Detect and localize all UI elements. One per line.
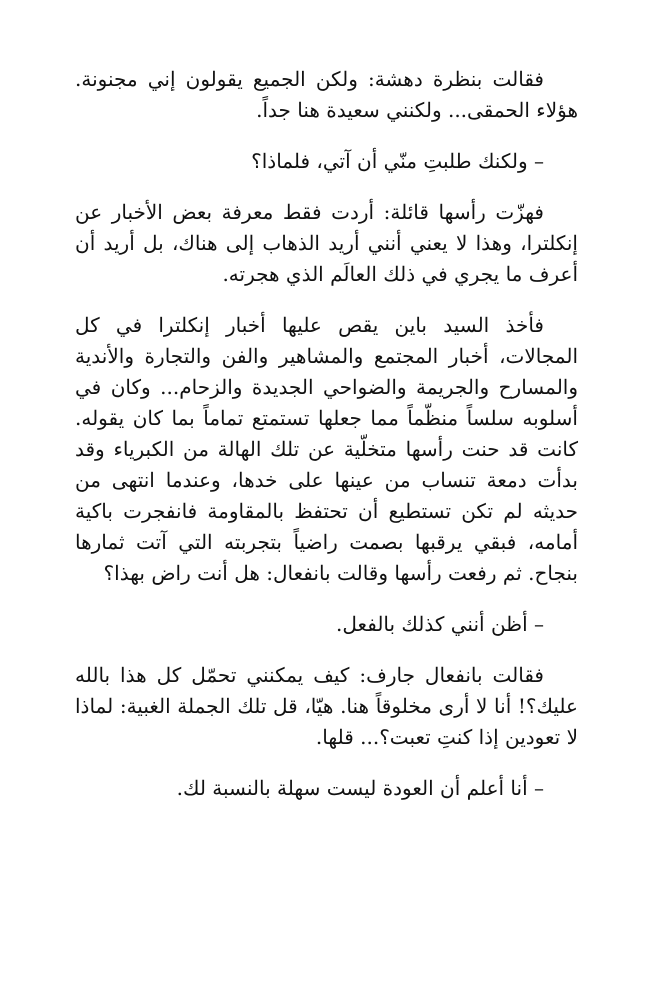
dialogue-line-2: – أظن أنني كذلك بالفعل. xyxy=(336,612,544,636)
dialogue-line-3: – أنا أعلم أن العودة ليست سهلة بالنسبة لك. xyxy=(176,776,544,800)
paragraph-1: فقالت بنظرة دهشة: ولكن الجميع يقولون إني مجنونة. هؤلاء الحمقى... ولكنني سعيدة هنا جداً. xyxy=(75,67,578,122)
book-page-text xyxy=(75,64,578,804)
paragraph-4: فقالت بانفعال جارف: كيف يمكنني تحمّل كل هذا بالله عليك؟! أنا لا أرى مخلوقاً هنا. هيّا، قل تلك الجملة الغبية: لماذا لا تعودين إذا كنتِ تعبت؟... قلها. xyxy=(75,663,578,749)
paragraph-3: فأخذ السيد باين يقص عليها أخبار إنكلترا في كل المجالات، أخبار المجتمع والمشاهير والفن والتجارة والأندية والمسارح والجريمة والضواحي الجديدة والزحام... وكان في أسلوبه سلساً منظّماً مما جعلها تستمتع تماماً بما كان يقوله. كانت قد حنت رأسها متخلّية عن تلك الهالة من الكبرياء وقد بدأت دمعة تنساب من عينها على خدها، وعندما انتهى من حديثه لم تكن تستطيع أن تحتفظ بالمقاومة فانفجرت باكية أمامه، فبقي يرقبها بصمت راضياً بتجربته التي آتت ثمارها بنجاح. ثم رفعت رأسها وقالت بانفعال: هل أنت راض بهذا؟ xyxy=(75,313,578,585)
paragraph-2: فهزّت رأسها قائلة: أردت فقط معرفة بعض الأخبار عن إنكلترا، وهذا لا يعني أنني أريد الذهاب إلى هناك، بل أريد أن أعرف ما يجري في ذلك العالَم الذي هجرته. xyxy=(75,200,578,286)
dialogue-line-1: – ولكنك طلبتِ منّي أن آتي، فلماذا؟ xyxy=(251,149,544,173)
